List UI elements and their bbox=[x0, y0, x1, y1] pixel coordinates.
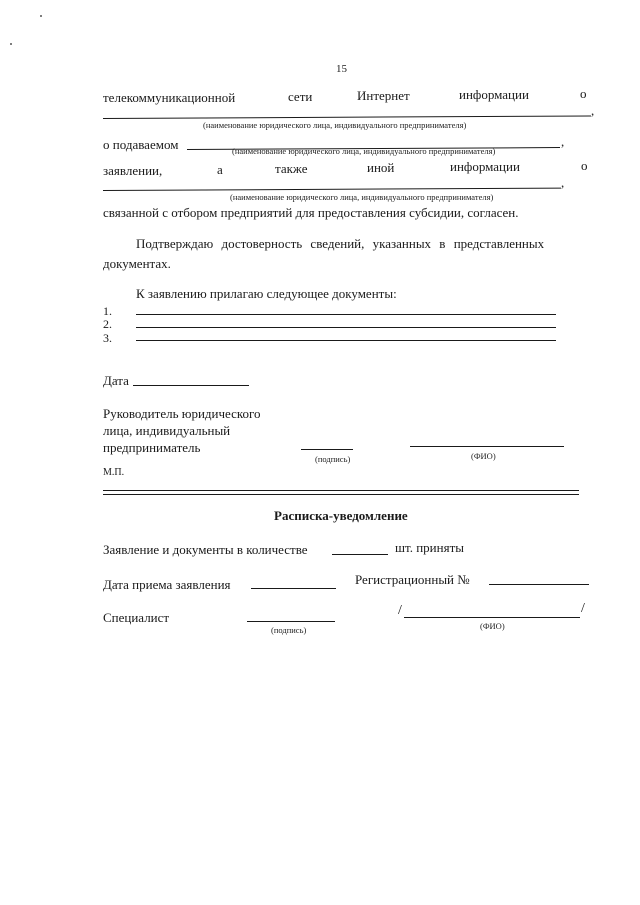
head-title-line: Руководитель юридического bbox=[103, 406, 261, 421]
head-title-line: предприниматель bbox=[103, 440, 201, 455]
row3-word: а bbox=[217, 162, 223, 177]
separator-line bbox=[103, 494, 579, 495]
row3-caption: (наименование юридического лица, индивидуального предпринимателя) bbox=[230, 192, 494, 202]
head-title-line: лица, индивидуальный bbox=[103, 423, 231, 438]
row3-word: заявлении, bbox=[103, 163, 163, 178]
attach-item-number: 2. bbox=[103, 317, 112, 331]
head-sign-caption: (подпись) bbox=[315, 454, 351, 464]
row1-fill-line bbox=[103, 115, 591, 119]
attach-item-line bbox=[136, 327, 556, 328]
row3-word: о bbox=[581, 158, 588, 173]
attach-item-line bbox=[136, 314, 556, 315]
row1-word: телекоммуникационной bbox=[103, 90, 236, 105]
speck-mark bbox=[40, 15, 42, 17]
row1-caption: (наименование юридического лица, индивидуального предпринимателя) bbox=[203, 120, 467, 130]
receipt-slash-left: / bbox=[398, 603, 402, 618]
receipt-reg-line bbox=[489, 584, 589, 585]
row3-word: также bbox=[275, 161, 308, 176]
receipt-count-line bbox=[332, 554, 388, 555]
row1-word: Интернет bbox=[357, 88, 410, 103]
receipt-fio-line bbox=[404, 617, 580, 618]
row3-word: иной bbox=[367, 160, 395, 175]
receipt-sign-caption: (подпись) bbox=[271, 625, 307, 635]
speck-mark bbox=[10, 43, 12, 45]
row3-comma: , bbox=[561, 175, 565, 190]
attach-item-line bbox=[136, 340, 556, 341]
head-fio-caption: (ФИО) bbox=[471, 451, 496, 461]
receipt-specialist-label: Специалист bbox=[103, 610, 170, 625]
receipt-date-label: Дата приема заявления bbox=[103, 577, 231, 592]
attach-intro: К заявлению прилагаю следующее документы: bbox=[136, 286, 397, 301]
row1-word: информации bbox=[459, 87, 529, 102]
row3-word: информации bbox=[450, 159, 520, 174]
attach-item-number: 1. bbox=[103, 304, 112, 318]
row2-comma: , bbox=[561, 134, 565, 149]
row1-comma: , bbox=[591, 103, 595, 118]
page-number: 15 bbox=[336, 63, 347, 75]
date-line bbox=[133, 385, 249, 386]
receipt-reg-label: Регистрационный № bbox=[355, 572, 470, 587]
receipt-title: Расписка-уведомление bbox=[274, 508, 408, 523]
agree-text: связанной с отбором предприятий для предоставления субсидии, согласен. bbox=[103, 205, 519, 220]
receipt-fio-caption: (ФИО) bbox=[480, 621, 505, 631]
confirm-line: документах. bbox=[103, 256, 171, 271]
head-signature-line bbox=[301, 449, 353, 450]
receipt-docs-tail: шт. приняты bbox=[395, 540, 464, 555]
receipt-docs-lead: Заявление и документы в количестве bbox=[103, 542, 308, 557]
head-fio-line bbox=[410, 446, 564, 447]
date-label: Дата bbox=[103, 373, 129, 388]
stamp-label: М.П. bbox=[103, 467, 125, 478]
row2-caption: (наименование юридического лица, индивидуального предпринимателя) bbox=[232, 146, 496, 156]
receipt-slash-right: / bbox=[581, 601, 585, 616]
confirm-line: Подтверждаю достоверность сведений, указанных в представленных bbox=[136, 236, 545, 251]
row3-fill-line bbox=[103, 188, 561, 191]
receipt-signature-line bbox=[247, 621, 335, 622]
row1-word: сети bbox=[288, 89, 313, 104]
separator-line bbox=[103, 490, 579, 491]
receipt-date-line bbox=[251, 588, 336, 589]
attach-item-number: 3. bbox=[103, 331, 112, 345]
row1-word: о bbox=[580, 86, 587, 101]
row2-lead: о подаваемом bbox=[103, 137, 179, 152]
